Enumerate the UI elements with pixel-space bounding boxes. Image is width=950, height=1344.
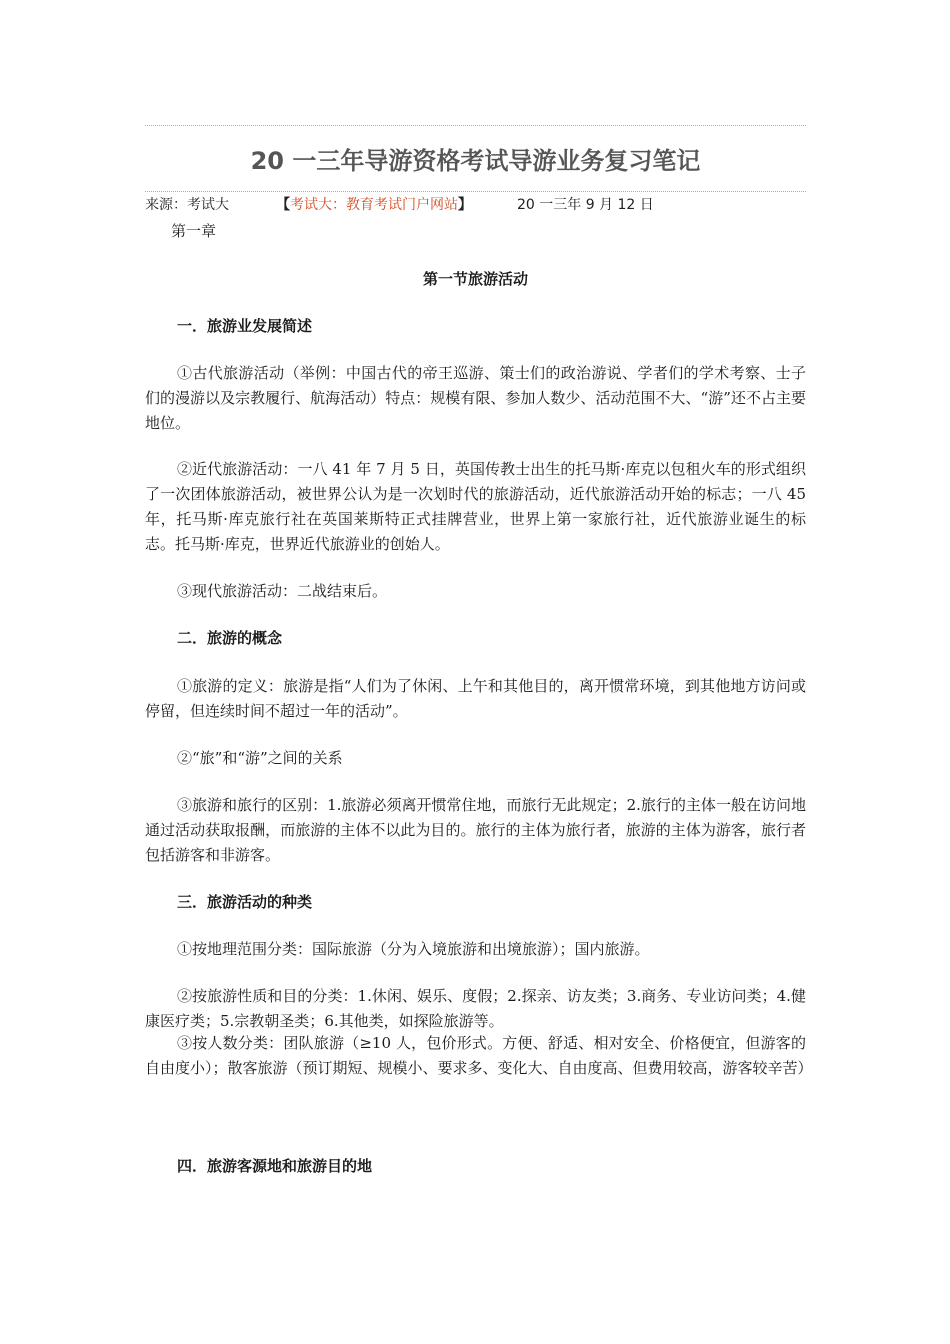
heading-3: 三．旅游活动的种类 — [177, 893, 313, 911]
article-meta — [145, 195, 806, 215]
paragraph-geographic-classification: ①按地理范围分类：国际旅游（分为入境旅游和出境旅游）；国内旅游。 — [177, 940, 650, 958]
paragraph-modern-early-tourism: ②近代旅游活动：一八 41 年 7 月 5 日，英国传教士出生的托马斯·库克以包租火车的形式组织了一次团体旅游活动，被世界公认为是一次划时代的旅游活动，近代旅游活动开始的标志；一八 45 年，托马斯·库克旅行社在英国莱斯特正式挂牌营业，世界上第一家旅行社，近代旅游业诞生的标志。托马斯·库克，世界近代旅游业的创始人。 — [145, 460, 806, 553]
paragraph-group-classification: ③按人数分类：团队旅游（≥10 人，包价形式。方便、舒适、相对安全、价格便宜，但游客的自由度小）；散客旅游（预订期短、规模小、要求多、变化大、自由度高、但费用较高，游客较辛苦） — [145, 1034, 813, 1077]
heading-4: 四．旅游客源地和旅游目的地 — [177, 1157, 373, 1175]
source-label: 来源：考试大 — [145, 197, 229, 213]
link-open-bracket: 【 — [276, 197, 290, 213]
section-title: 第一节旅游活动 — [422, 270, 528, 288]
publish-date: 20 一三年 9 月 12 日 — [517, 197, 654, 213]
chapter-label: 第一章 — [171, 222, 217, 240]
title-bottom-divider — [145, 191, 806, 192]
heading-1: 一．旅游业发展简述 — [177, 317, 313, 335]
source-site-link[interactable]: 考试大：教育考试门户网站 — [290, 197, 458, 213]
paragraph-purpose-classification: ②按旅游性质和目的分类：1.休闲、娱乐、度假；2.探亲、访友类；3.商务、专业访问类；4.健康医疗类；5.宗教朝圣类；6.其他类，如探险旅游等。 — [145, 987, 806, 1030]
paragraph-ancient-tourism: ①古代旅游活动（举例：中国古代的帝王巡游、策士们的政治游说、学者们的学术考察、士子们的漫游以及宗教履行、航海活动）特点：规模有限、参加人数少、活动范围不大、“游”还不占主要地位。 — [145, 364, 806, 432]
paragraph-contemporary-tourism: ③现代旅游活动：二战结束后。 — [177, 582, 388, 600]
document-title: 20 一三年导游资格考试导游业务复习笔记 — [250, 147, 701, 175]
paragraph-travel-relation: ②“旅”和“游”之间的关系 — [177, 749, 343, 767]
title-top-divider — [145, 125, 806, 126]
paragraph-tourism-vs-travel: ③旅游和旅行的区别：1.旅游必须离开惯常住地，而旅行无此规定；2.旅行的主体一般在访问地通过活动获取报酬，而旅游的主体不以此为目的。旅行的主体为旅行者，旅游的主体为游客，旅行者包括游客和非游客。 — [145, 796, 806, 864]
paragraph-tourism-definition: ①旅游的定义：旅游是指“人们为了休闲、上午和其他目的，离开惯常环境，到其他地方访问或停留，但连续时间不超过一年的活动”。 — [145, 677, 806, 720]
heading-2: 二．旅游的概念 — [177, 629, 283, 647]
link-close-bracket: 】 — [458, 197, 472, 213]
source-link-wrapper — [276, 195, 472, 215]
